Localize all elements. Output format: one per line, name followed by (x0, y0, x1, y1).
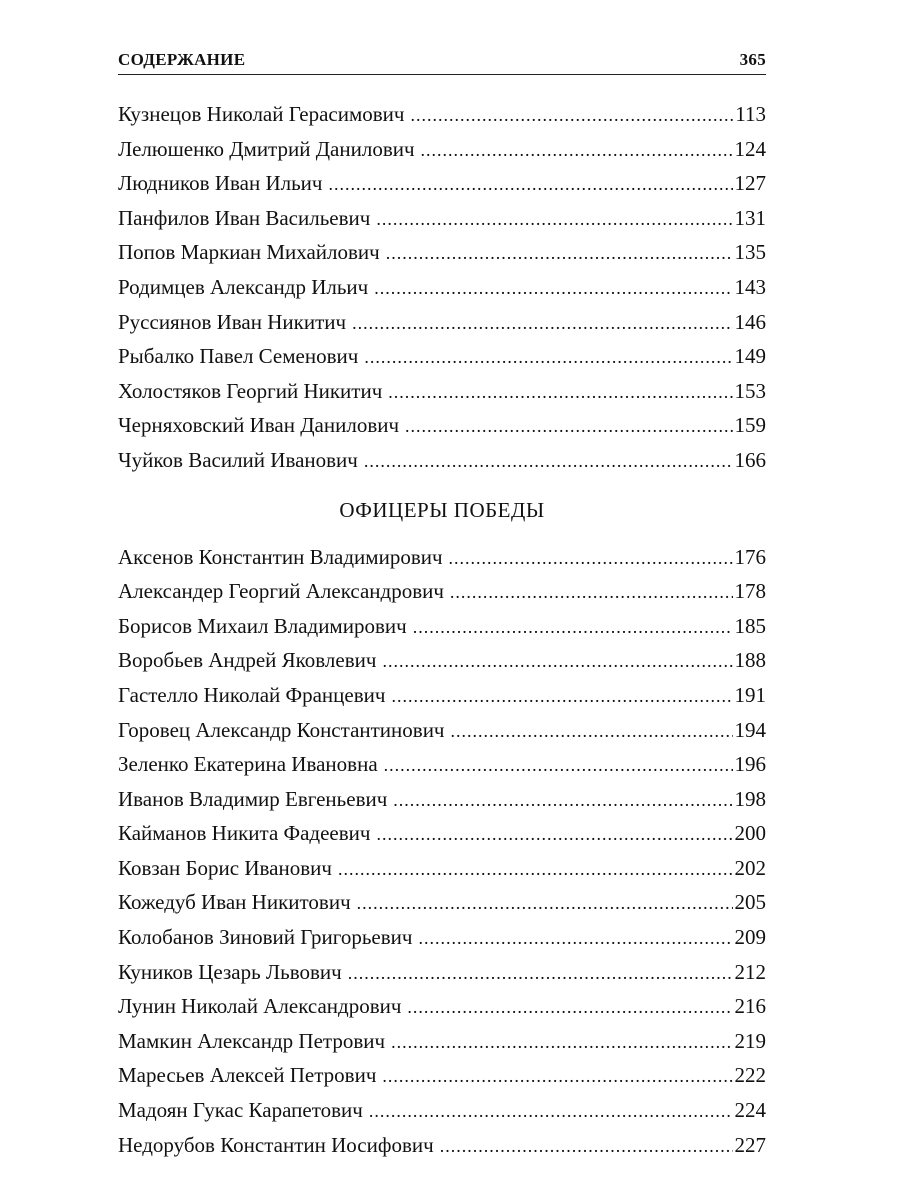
toc-entry (118, 816, 766, 851)
toc-entry-name: Холостяков Георгий Никитич (118, 378, 383, 403)
toc-entry-page: 194 (734, 717, 766, 742)
toc-entry-name: Людников Иван Ильич (118, 171, 323, 196)
toc-entry (118, 782, 766, 817)
toc-leader-dots (388, 375, 732, 410)
toc-entry-page: 216 (734, 994, 766, 1019)
toc-leader-dots (391, 679, 732, 714)
toc-entry (118, 305, 766, 340)
toc-leader-dots (421, 133, 733, 168)
toc-leader-dots (382, 644, 732, 679)
toc-entry-page: 196 (734, 752, 766, 777)
toc-entry (118, 1093, 766, 1128)
section-title: ОФИЦЕРЫ ПОБЕДЫ (339, 497, 545, 522)
toc-entry-page: 198 (734, 786, 766, 811)
toc-leader-dots (357, 886, 733, 921)
toc-entry (118, 955, 766, 990)
toc-leader-dots (410, 98, 733, 133)
toc-entry (118, 678, 766, 713)
toc-entry-page: 202 (734, 855, 766, 880)
toc-entry-name: Иванов Владимир Евгеньевич (118, 786, 388, 811)
toc-entry (118, 166, 766, 201)
toc-entry (118, 443, 766, 478)
toc-entry-page: 224 (734, 1098, 766, 1123)
toc-section-1 (118, 97, 766, 478)
toc-leader-dots (440, 1129, 733, 1164)
toc-entry-page: 143 (734, 274, 766, 299)
toc-entry (118, 643, 766, 678)
toc-entry-name: Кайманов Никита Фадеевич (118, 821, 371, 846)
toc-entry-name: Недорубов Константин Иосифович (118, 1132, 434, 1157)
toc-leader-dots (391, 1025, 732, 1060)
toc-entry-page: 146 (734, 309, 766, 334)
toc-entry-name: Борисов Михаил Владимирович (118, 613, 407, 638)
toc-entry (118, 609, 766, 644)
toc-entry-page: 205 (734, 890, 766, 915)
toc-leader-dots (376, 817, 732, 852)
toc-entry (118, 339, 766, 374)
toc-leader-dots (352, 306, 732, 341)
toc-entry (118, 270, 766, 305)
toc-entry-name: Александер Георгий Александрович (118, 579, 444, 604)
running-head-page-number: 365 (739, 50, 766, 69)
toc-entry (118, 989, 766, 1024)
toc-entry-name: Куников Цезарь Львович (118, 959, 342, 984)
toc-leader-dots (449, 541, 733, 576)
toc-entry-name: Лелюшенко Дмитрий Данилович (118, 136, 415, 161)
toc-leader-dots (407, 990, 732, 1025)
toc-leader-dots (374, 271, 732, 306)
toc-entry-page: 178 (734, 579, 766, 604)
toc-section-2 (118, 540, 766, 1163)
toc-entry (118, 1128, 766, 1163)
toc-leader-dots (418, 921, 732, 956)
toc-leader-dots (450, 575, 733, 610)
toc-entry-name: Родимцев Александр Ильич (118, 274, 369, 299)
toc-entry-page: 149 (734, 344, 766, 369)
toc-entry (118, 97, 766, 132)
toc-entry-name: Маресьев Алексей Петрович (118, 1063, 377, 1088)
toc-leader-dots (393, 783, 732, 818)
toc-entry (118, 132, 766, 167)
toc-entry-name: Черняховский Иван Данилович (118, 413, 400, 438)
toc-entry-name: Мадоян Гукас Карапетович (118, 1098, 363, 1123)
toc-entry-page: 135 (734, 240, 766, 265)
toc-entry-name: Колобанов Зиновий Григорьевич (118, 925, 413, 950)
toc-entry-page: 113 (735, 102, 766, 126)
toc-entry-name: Руссиянов Иван Никитич (118, 309, 347, 334)
toc-entry-name: Горовец Александр Константинович (118, 717, 445, 742)
toc-entry-page: 227 (734, 1132, 766, 1157)
toc-entry-name: Мамкин Александр Петрович (118, 1028, 386, 1053)
toc-entry-page: 219 (734, 1028, 766, 1053)
toc-entry (118, 574, 766, 609)
toc-entry (118, 1024, 766, 1059)
toc-leader-dots (369, 1094, 733, 1129)
toc-entry-name: Попов Маркиан Михайлович (118, 240, 380, 265)
toc-entry (118, 235, 766, 270)
toc-entry-name: Чуйков Василий Иванович (118, 447, 358, 472)
toc-entry (118, 851, 766, 886)
toc-entry-name: Панфилов Иван Васильевич (118, 205, 371, 230)
toc-leader-dots (382, 1059, 732, 1094)
toc-entry (118, 885, 766, 920)
toc-entry-name: Лунин Николай Александрович (118, 994, 402, 1019)
toc-entry (118, 920, 766, 955)
running-head-title: СОДЕРЖАНИЕ (118, 50, 246, 69)
toc-entry-page: 166 (734, 447, 766, 472)
toc-entry-name: Аксенов Константин Владимирович (118, 544, 443, 569)
toc-leader-dots (405, 409, 732, 444)
toc-entry (118, 408, 766, 443)
toc-entry-name: Воробьев Андрей Яковлевич (118, 648, 377, 673)
toc-leader-dots (338, 852, 733, 887)
toc-entry-page: 191 (734, 682, 766, 707)
toc-entry-name: Гастелло Николай Францевич (118, 682, 386, 707)
toc-entry-page: 222 (734, 1063, 766, 1088)
toc-entry-page: 176 (734, 544, 766, 569)
toc-entry-page: 124 (734, 136, 766, 161)
toc-entry (118, 540, 766, 575)
toc-leader-dots (451, 714, 733, 749)
toc-entry-page: 212 (734, 959, 766, 984)
toc-entry (118, 1058, 766, 1093)
running-head (118, 50, 766, 75)
toc-entry (118, 713, 766, 748)
toc-entry-name: Рыбалко Павел Семенович (118, 344, 359, 369)
toc-leader-dots (364, 444, 733, 479)
toc-entry-page: 159 (734, 413, 766, 438)
toc-leader-dots (386, 236, 733, 271)
toc-entry-page: 185 (734, 613, 766, 638)
toc-entry-name: Ковзан Борис Иванович (118, 855, 332, 880)
toc-entry-page: 127 (734, 171, 766, 196)
toc-entry-page: 200 (734, 821, 766, 846)
toc-entry-page: 188 (734, 648, 766, 673)
toc-leader-dots (413, 610, 733, 645)
toc-entry-name: Зеленко Екатерина Ивановна (118, 752, 378, 777)
toc-entry-page: 153 (734, 378, 766, 403)
toc-entry (118, 201, 766, 236)
toc-leader-dots (364, 340, 732, 375)
toc-entry-page: 131 (734, 205, 766, 230)
toc-leader-dots (328, 167, 732, 202)
toc-leader-dots (376, 202, 732, 237)
toc-entry (118, 747, 766, 782)
toc-page (118, 50, 766, 1162)
toc-leader-dots (348, 956, 733, 991)
toc-entry-name: Кожедуб Иван Никитович (118, 890, 351, 915)
toc-entry-page: 209 (734, 925, 766, 950)
toc-leader-dots (384, 748, 733, 783)
toc-entry (118, 374, 766, 409)
toc-entry-name: Кузнецов Николай Герасимович (118, 102, 405, 126)
